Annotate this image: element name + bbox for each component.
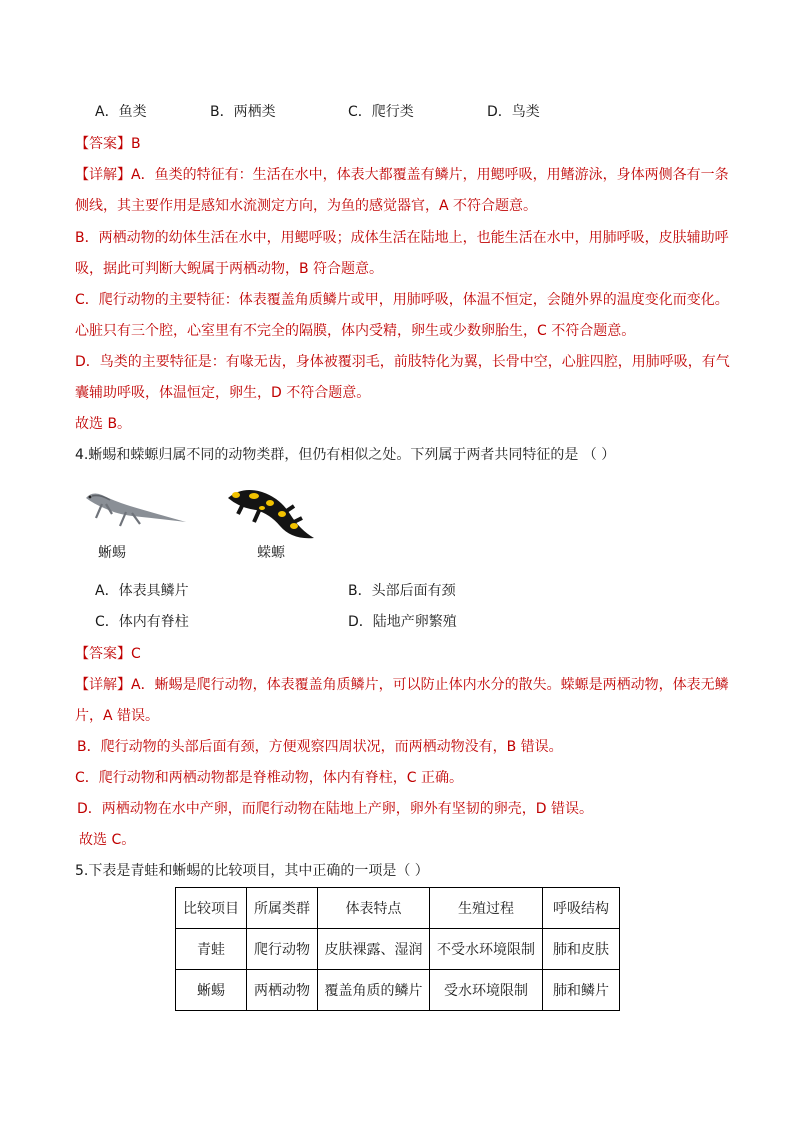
table-cell: 不受水环境限制 bbox=[430, 929, 543, 970]
table-cell: 青蛙 bbox=[176, 929, 247, 970]
q3-detail-line-8: 囊辅助呼吸，体温恒定，卵生，D 不符合题意。 bbox=[75, 385, 371, 401]
q3-detail-line-9: 故选 B。 bbox=[75, 416, 132, 432]
q3-option-d: D．鸟类 bbox=[487, 104, 540, 120]
table-header-cell: 所属类群 bbox=[247, 888, 318, 929]
q3-detail-text-1: A．鱼类的特征有：生活在水中，体表大都覆盖有鳞片，用鳃呼吸，用鳍游泳，身体两侧各有一条 bbox=[131, 167, 729, 183]
table-cell: 受水环境限制 bbox=[430, 970, 543, 1011]
q3-option-b: B．两栖类 bbox=[210, 104, 276, 120]
q4-answer-value: C bbox=[131, 646, 141, 662]
table-cell: 皮肤裸露、湿润 bbox=[318, 929, 430, 970]
comparison-table bbox=[175, 887, 620, 1011]
table-header-cell: 生殖过程 bbox=[430, 888, 543, 929]
q3-detail-line-6: 心脏只有三个腔，心室里有不完全的隔膜，体内受精，卵生或少数卵胎生，C 不符合题意。 bbox=[75, 323, 636, 339]
q4-option-b: B．头部后面有颈 bbox=[348, 583, 456, 599]
q3-detail-line-5: C．爬行动物的主要特征：体表覆盖角质鳞片或甲，用肺呼吸，体温不恒定，会随外界的温度变化而变化。 bbox=[75, 292, 729, 308]
q3-answer-value: B bbox=[131, 136, 141, 152]
table-row bbox=[176, 929, 620, 970]
table-header-cell: 呼吸结构 bbox=[543, 888, 620, 929]
q4-detail-tag: 【详解】 bbox=[75, 677, 131, 693]
table-header-cell: 比较项目 bbox=[176, 888, 247, 929]
q4-detail-line-2: 片，A 错误。 bbox=[75, 708, 160, 724]
q4-option-d: D．陆地产卵繁殖 bbox=[348, 614, 457, 630]
table-header-cell: 体表特点 bbox=[318, 888, 430, 929]
table-cell: 爬行动物 bbox=[247, 929, 318, 970]
q4-stem: 4.蜥蜴和蝾螈归属不同的动物类群，但仍有相似之处。下列属于两者共同特征的是 （ ） bbox=[75, 447, 616, 463]
q4-detail-line-1 bbox=[75, 675, 729, 695]
lizard-image bbox=[80, 482, 188, 534]
salamander-image bbox=[218, 484, 318, 546]
q3-answer-tag: 【答案】 bbox=[75, 136, 131, 152]
table-cell: 肺和皮肤 bbox=[543, 929, 620, 970]
q3-option-a: A．鱼类 bbox=[95, 104, 147, 120]
q3-detail-tag: 【详解】 bbox=[75, 167, 131, 183]
q4-option-c: C．体内有脊柱 bbox=[95, 614, 189, 630]
q3-answer bbox=[75, 134, 141, 154]
table-cell: 肺和鳞片 bbox=[543, 970, 620, 1011]
q4-detail-line-6: 故选 C。 bbox=[79, 832, 136, 848]
table-row bbox=[176, 970, 620, 1011]
q3-detail-line-2: 侧线，其主要作用是感知水流测定方向，为鱼的感觉器官，A 不符合题意。 bbox=[75, 198, 538, 214]
salamander-caption: 蝾螈 bbox=[257, 545, 285, 561]
q3-option-c: C．爬行类 bbox=[348, 104, 414, 120]
table-header-row bbox=[176, 888, 620, 929]
q3-detail-line-4: 吸，据此可判断大鲵属于两栖动物，B 符合题意。 bbox=[75, 261, 384, 277]
q3-detail-line-3: B．两栖动物的幼体生活在水中，用鳃呼吸；成体生活在陆地上，也能生活在水中，用肺呼吸，皮肤辅助呼 bbox=[75, 230, 729, 246]
lizard-caption: 蜥蜴 bbox=[98, 545, 126, 561]
q3-detail-line-7: D．鸟类的主要特征是：有喙无齿，身体被覆羽毛，前肢特化为翼，长骨中空，心脏四腔，用肺呼吸，有气 bbox=[75, 354, 730, 370]
q4-answer bbox=[75, 644, 141, 664]
q3-detail-line-1 bbox=[75, 165, 729, 185]
q4-detail-line-5: D．两栖动物在水中产卵，而爬行动物在陆地上产卵，卵外有坚韧的卵壳，D 错误。 bbox=[77, 801, 594, 817]
q4-detail-line-4: C．爬行动物和两栖动物都是脊椎动物，体内有脊柱，C 正确。 bbox=[75, 770, 463, 786]
q4-detail-text-1: A．蜥蜴是爬行动物，体表覆盖角质鳞片，可以防止体内水分的散失。蝾螈是两栖动物，体表无鳞 bbox=[131, 677, 729, 693]
q4-answer-tag: 【答案】 bbox=[75, 646, 131, 662]
table-cell: 两栖动物 bbox=[247, 970, 318, 1011]
q4-detail-line-3: B．爬行动物的头部后面有颈，方便观察四周状况，而两栖动物没有，B 错误。 bbox=[77, 739, 563, 755]
table-cell: 覆盖角质的鳞片 bbox=[318, 970, 430, 1011]
q4-option-a: A．体表具鳞片 bbox=[95, 583, 189, 599]
q5-stem: 5.下表是青蛙和蜥蜴的比较项目，其中正确的一项是（ ） bbox=[75, 863, 429, 879]
table-cell: 蜥蜴 bbox=[176, 970, 247, 1011]
